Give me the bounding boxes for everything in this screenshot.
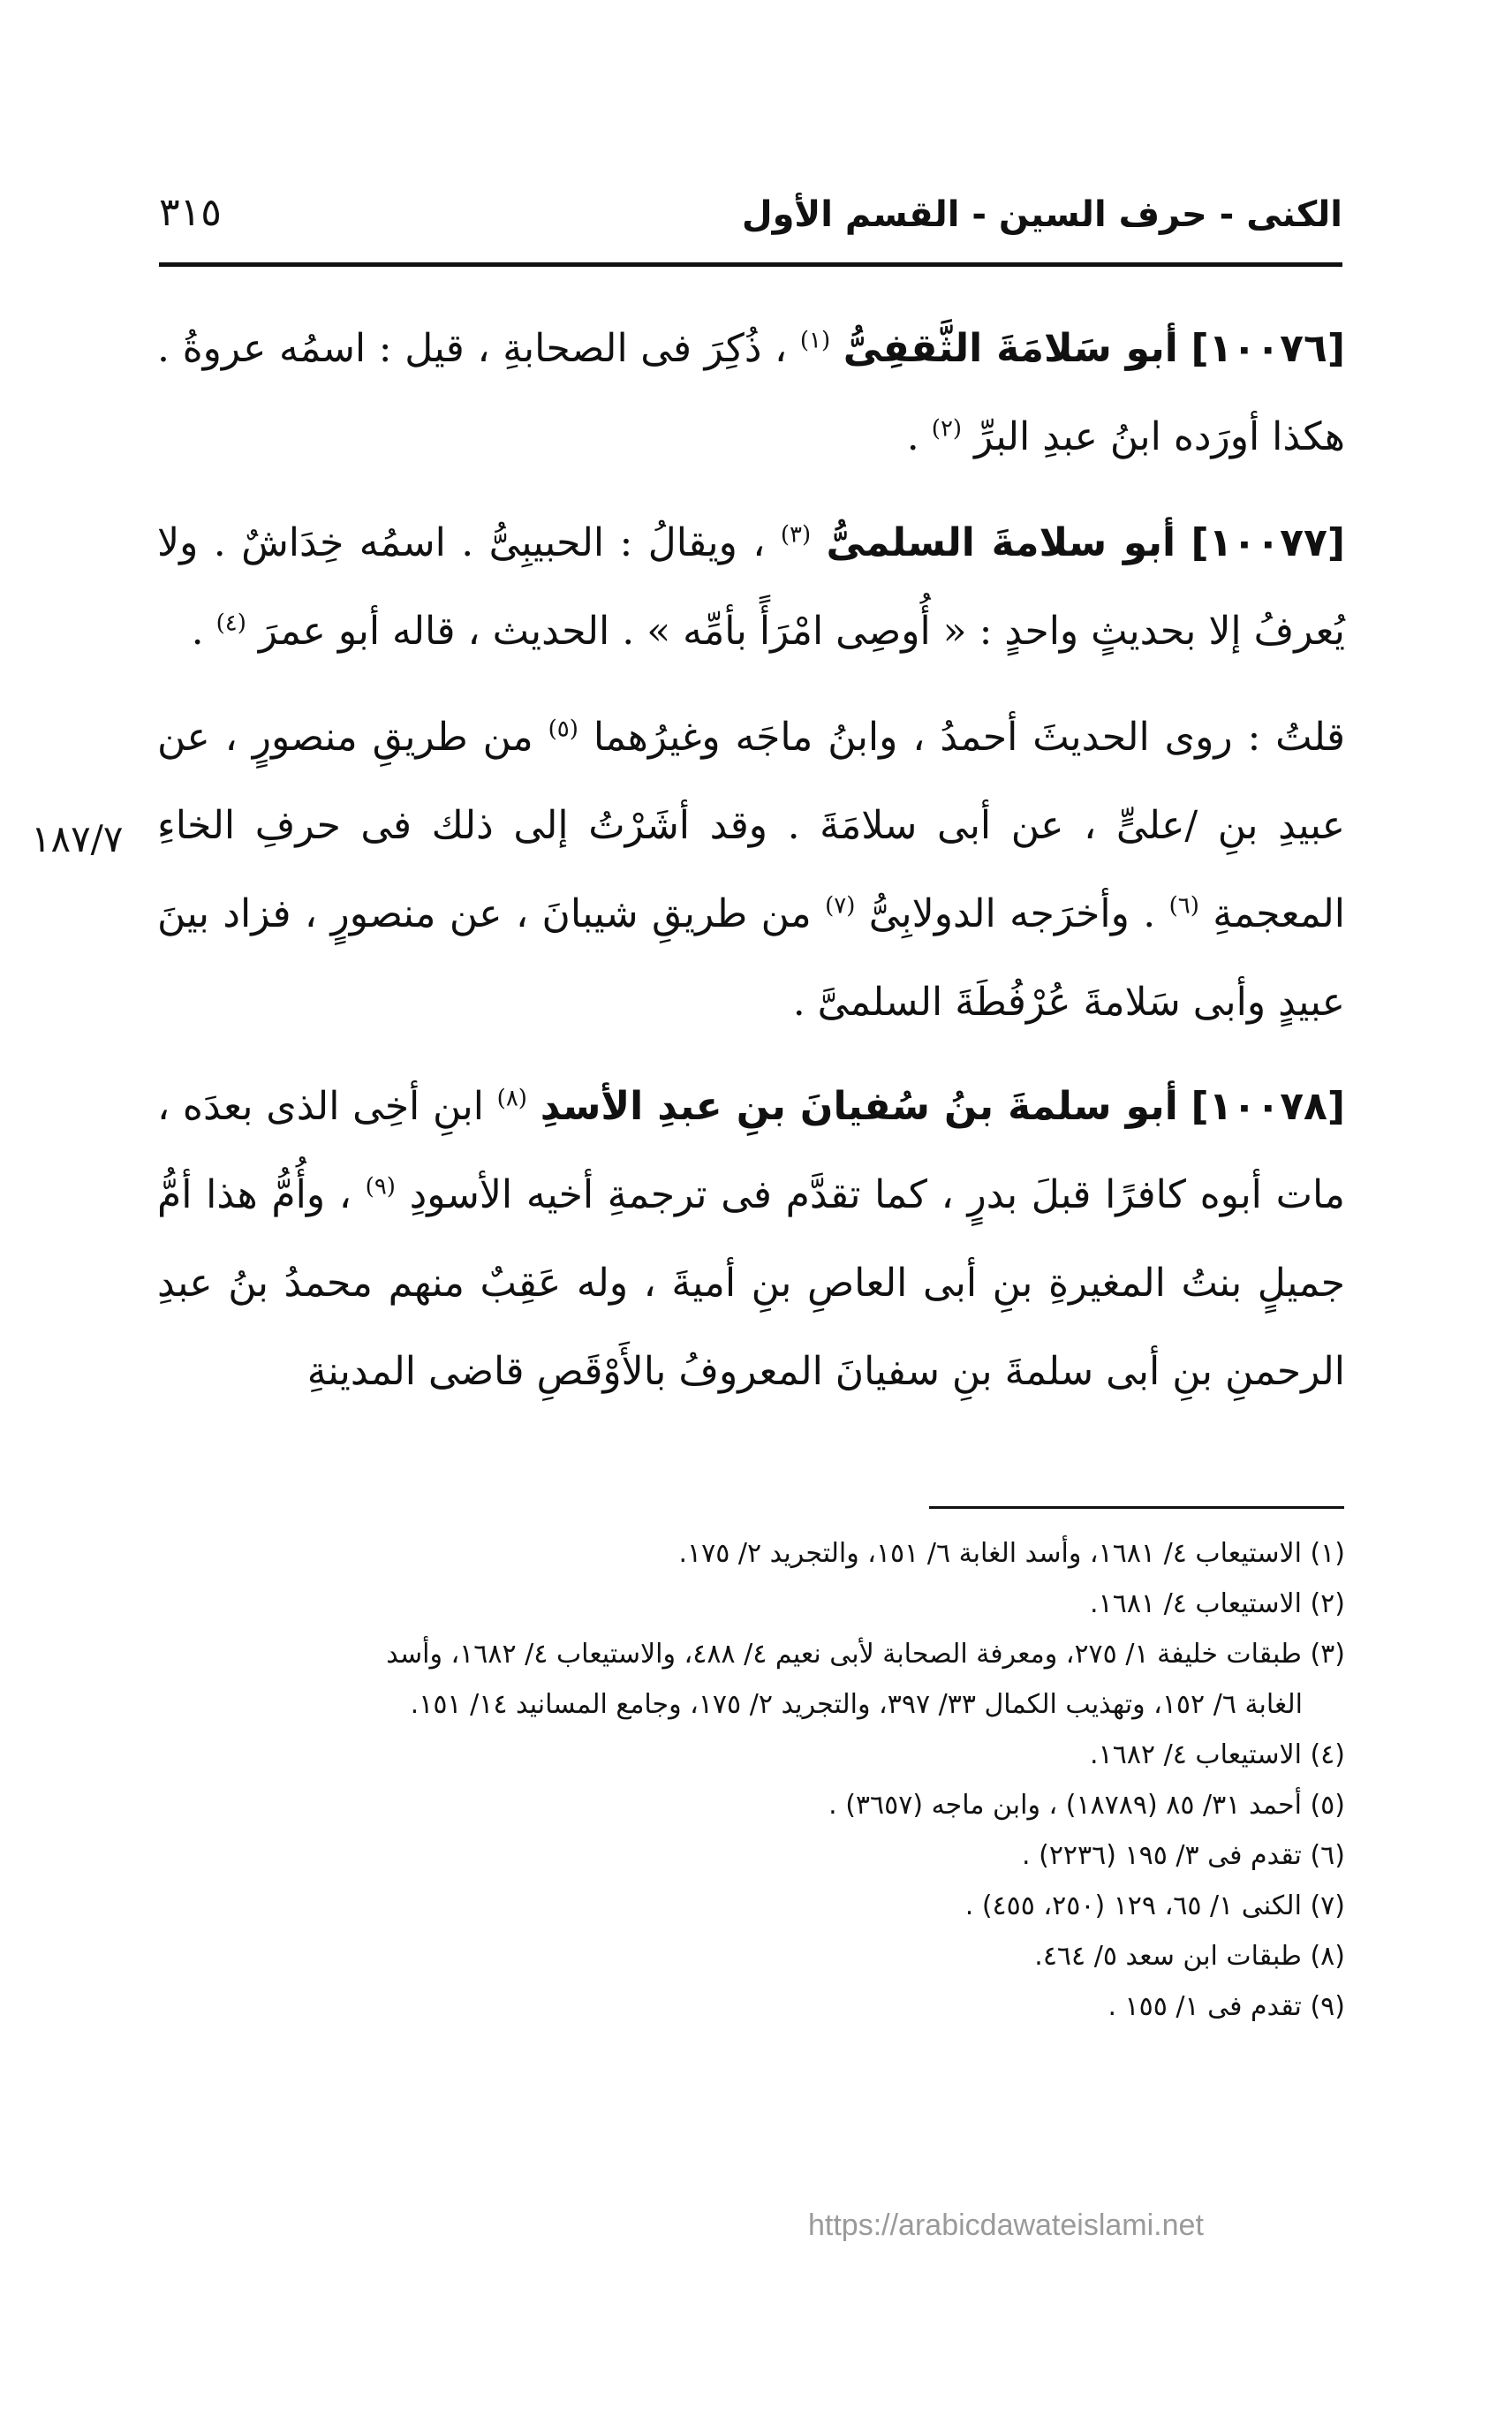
footnote-6: (٦) تقدم فى ٣/ ١٩٥ (٢٢٣٦) .: [1022, 1840, 1345, 1871]
entry-number: [١٠٠٧٧]: [1191, 520, 1345, 565]
footnote-4: (٤) الاستيعاب ٤/ ١٦٨٢.: [1090, 1739, 1345, 1770]
paragraph-text: من طريقِ منصورٍ ، عن عبيدِ بنِ /علىٍّ ، عن أبى سلامَةَ . وقد أشَرْتُ إلى ذلك فى حرفِ الخاءِ المعجمةِ: [157, 715, 1346, 936]
entry-10076: [157, 305, 1345, 481]
footnote-8: (٨) طبقات ابن سعد ٥/ ٤٦٤.: [1034, 1941, 1345, 1972]
entry-text: ، ويقالُ : الحبيبِىُّ . اسمُه خِدَاشٌ . ولا يُعرفُ إلا بحديثٍ واحدٍ : « أُوصِى امْرَأً بأمِّه » . الحديث ، قاله أبو عمرَ: [157, 520, 1345, 654]
footnote-rule: [929, 1506, 1344, 1509]
footnote-7: (٧) الكنى ١/ ٦٥، ١٢٩ (٢٥٠، ٤٥٥) .: [964, 1890, 1345, 1921]
footnote-ref: (٥): [548, 716, 578, 743]
header-rule: [159, 262, 1342, 267]
entry-number: [١٠٠٧٦]: [1191, 326, 1345, 371]
footnote-ref: (٨): [496, 1085, 527, 1112]
paragraph-text: من طريقِ شيبانَ ، عن منصورٍ ، فزاد بينَ عبيدٍ وأبى سَلامةَ عُرْفُطَةَ السلمىَّ .: [157, 891, 1345, 1025]
qult-paragraph: [157, 693, 1345, 1047]
footnote-ref: (٧): [825, 892, 856, 920]
footnote-1: (١) الاستيعاب ٤/ ١٦٨١، وأسد الغابة ٦/ ١٥١، والتجريد ٢/ ١٧٥.: [678, 1538, 1345, 1569]
footnote-2: (٢) الاستيعاب ٤/ ١٦٨١.: [1090, 1588, 1345, 1619]
footnote-ref: (٣): [780, 521, 812, 549]
footnote-ref: (٩): [365, 1173, 396, 1201]
watermark-url: https://arabicdawateislami.net: [808, 2208, 1204, 2242]
page-number: ٣١٥: [159, 190, 222, 235]
margin-reference: ١٨٧/٧: [31, 817, 124, 860]
footnote-5: (٥) أحمد ٣١/ ٨٥ (١٨٧٨٩) ، وابن ماجه (٣٦٥٧) .: [828, 1790, 1345, 1821]
entry-name: أبو سلامةَ السلمىُّ: [826, 520, 1176, 565]
entry-text: ابنِ أخِى الذى بعدَه ، مات أبوه كافرًا قبلَ بدرٍ ، كما تقدَّم فى ترجمةِ أخيه الأسودِ: [157, 1084, 1345, 1217]
entry-text: .: [191, 609, 204, 654]
entry-text: ، ذُكِرَ فى الصحابةِ ، قيل : اسمُه عروةُ . هكذا أورَده ابنُ عبدِ البرِّ: [157, 326, 1345, 459]
entry-number: [١٠٠٧٨]: [1191, 1084, 1346, 1129]
running-title: الكنى - حرف السين - القسم الأول: [741, 194, 1342, 235]
footnote-3-continued: الغابة ٦/ ١٥٢، وتهذيب الكمال ٣٣/ ٣٩٧، والتجريد ٢/ ١٧٥، وجامع المسانيد ١٤/ ١٥١.: [410, 1689, 1303, 1720]
main-text: [157, 305, 1345, 1434]
paragraph-text: . وأخرَجه الدولابِىُّ: [868, 891, 1156, 936]
footnote-ref: (٢): [931, 415, 963, 443]
entry-10077: [157, 499, 1345, 676]
footnote-3: (٣) طبقات خليفة ١/ ٢٧٥، ومعرفة الصحابة لأبى نعيم ٤/ ٤٨٨، والاستيعاب ٤/ ١٦٨٢، وأسد: [386, 1639, 1345, 1670]
entry-10078: [157, 1063, 1345, 1416]
entry-text: ، وأُمُّ هذا أمُّ جميلٍ بنتُ المغيرةِ بنِ أبى العاصِ بنِ أميةَ ، وله عَقِبٌ منهم محمدُ بنُ عبدِ الرحمنِ بنِ أبى سلمةَ بنِ سفيانَ المعروفُ بالأَوْقَصِ قاضى المدينةِ: [157, 1172, 1345, 1394]
footnote-ref: (٦): [1168, 892, 1199, 920]
footnote-9: (٩) تقدم فى ١/ ١٥٥ .: [1108, 1991, 1345, 2022]
entry-name: أبو سلمةَ بنُ سُفيانَ بنِ عبدِ الأسدِ: [540, 1084, 1178, 1129]
entry-text: .: [906, 414, 919, 459]
entry-name: أبو سَلامَةَ الثَّقفِىُّ: [843, 326, 1178, 371]
footnote-ref: (١): [799, 327, 831, 354]
footnote-ref: (٤): [215, 610, 246, 637]
page-header: [159, 181, 1342, 261]
footnotes: [157, 1528, 1345, 2032]
paragraph-text: قلتُ : روى الحديثَ أحمدُ ، وابنُ ماجَه وغيرُهما: [593, 715, 1345, 760]
